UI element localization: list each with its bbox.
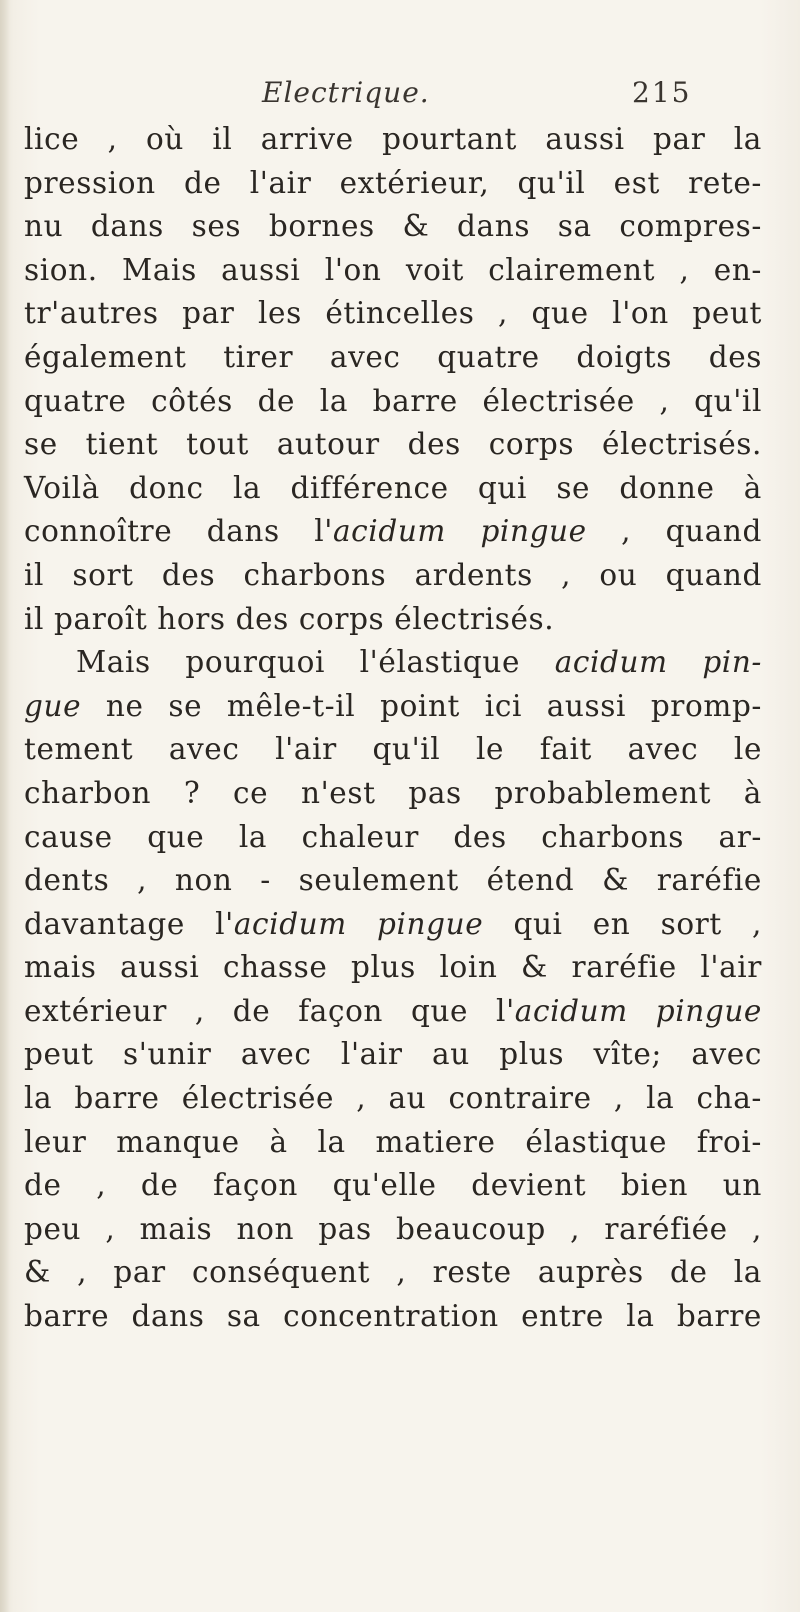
gutter-shadow <box>0 0 10 1612</box>
text-line: extérieur , de façon que l'acidum pingue <box>24 993 762 1028</box>
text-line: Voilà donc la différence qui se donne à <box>24 470 762 505</box>
text-line: davantage l'acidum pingue qui en sort , <box>24 906 762 941</box>
running-head <box>0 76 800 116</box>
text-line: tement avec l'air qu'il le fait avec le <box>24 732 762 767</box>
body-text <box>24 118 762 1339</box>
text-line: tr'autres par les étincelles , que l'on peut <box>24 296 762 331</box>
text-line: charbon ? ce n'est pas probablement à <box>24 775 762 810</box>
text-line: quatre côtés de la barre électrisée , qu'il <box>24 383 762 418</box>
text-line: leur manque à la matiere élastique froi- <box>24 1124 762 1159</box>
text-line: peu , mais non pas beaucoup , raréfiée , <box>24 1211 762 1246</box>
page-number: 215 <box>632 76 692 109</box>
text-line: il sort des charbons ardents , ou quand <box>24 557 762 592</box>
text-line: & , par conséquent , reste auprès de la <box>24 1255 762 1290</box>
text-line: mais aussi chasse plus loin & raréfie l'air <box>24 950 762 985</box>
text-line: pression de l'air extérieur, qu'il est rete- <box>24 165 762 200</box>
text-line: il paroît hors des corps électrisés. <box>24 601 555 636</box>
text-line: lice , où il arrive pourtant aussi par la <box>24 122 762 156</box>
text-line: nu dans ses bornes & dans sa compres- <box>24 209 762 244</box>
running-title: Electrique. <box>262 76 430 109</box>
text-line: de , de façon qu'elle devient bien un <box>24 1168 762 1203</box>
text-line: barre dans sa concentration entre la barre <box>24 1299 762 1334</box>
text-line: également tirer avec quatre doigts des <box>24 339 762 374</box>
text-line: sion. Mais aussi l'on voit clairement , en- <box>24 252 762 287</box>
text-line: la barre électrisée , au contraire , la cha- <box>24 1081 762 1116</box>
text-line: connoître dans l'acidum pingue , quand <box>24 514 762 549</box>
text-line: se tient tout autour des corps électrisés. <box>24 427 762 462</box>
text-line: cause que la chaleur des charbons ar- <box>24 819 762 854</box>
text-line: Mais pourquoi l'élastique acidum pin- <box>76 645 763 680</box>
text-line: dents , non - seulement étend & raréfie <box>24 863 762 898</box>
text-line: gue ne se mêle-t-il point ici aussi promp- <box>24 688 762 723</box>
text-line: peut s'unir avec l'air au plus vîte; avec <box>24 1037 762 1072</box>
